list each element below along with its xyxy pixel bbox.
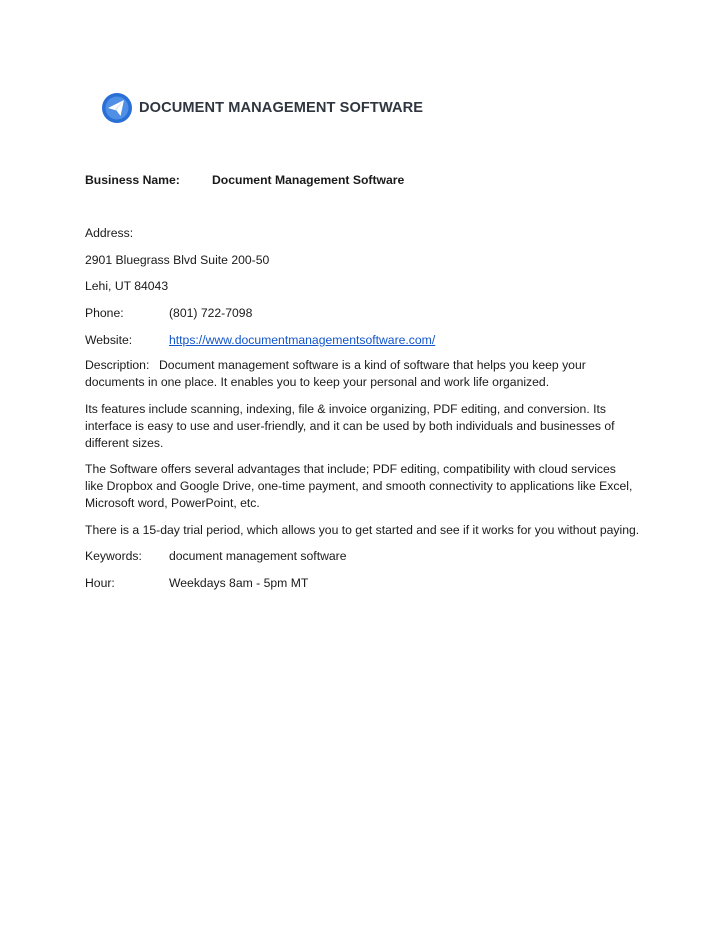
address-line-2: Lehi, UT 84043 xyxy=(85,279,169,293)
address-line-1: 2901 Bluegrass Blvd Suite 200-50 xyxy=(85,253,270,267)
keywords-value: document management software xyxy=(169,549,347,563)
hours-row xyxy=(85,575,308,592)
trial-paragraph: There is a 15-day trial period, which allows you to get started and see if it works for you without paying. xyxy=(85,523,640,537)
company-logo xyxy=(101,90,423,126)
phone-row xyxy=(85,305,252,322)
business-name-row xyxy=(85,172,404,189)
keywords-label: Keywords: xyxy=(85,549,142,563)
phone-value: (801) 722-7098 xyxy=(169,306,253,320)
website-link[interactable]: https://www.documentmanagementsoftware.com/ xyxy=(169,333,436,347)
keywords-row xyxy=(85,548,347,565)
description-label: Description: xyxy=(85,358,150,372)
send-arrow-circle-icon xyxy=(101,92,133,124)
website-row xyxy=(85,332,435,349)
hours-label: Hour: xyxy=(85,576,115,590)
business-name-label: Business Name: xyxy=(85,173,180,187)
advantages-paragraph: The Software offers several advantages that include; PDF editing, compatibility with cloud services like Dropbox and Google Drive, one-time payment, and smooth connectivity to applications like Excel, Microsoft word, PowerPoint, etc. xyxy=(85,462,633,510)
website-label: Website: xyxy=(85,333,133,347)
address-label: Address: xyxy=(85,226,134,240)
phone-label: Phone: xyxy=(85,306,124,320)
description-paragraph xyxy=(85,357,633,391)
description-text: Document management software is a kind of software that helps you keep your documents in one place. It enables you to keep your personal and work life organized. xyxy=(85,358,586,389)
features-paragraph: Its features include scanning, indexing, file & invoice organizing, PDF editing, and conversion. Its interface is easy to use and user-friendly, and it can be used by both individuals and businesses of different sizes. xyxy=(85,402,615,450)
logo-brand-text: DOCUMENT MANAGEMENT SOFTWARE xyxy=(139,100,424,116)
hours-value: Weekdays 8am - 5pm MT xyxy=(169,576,309,590)
business-name-value: Document Management Software xyxy=(212,173,405,187)
